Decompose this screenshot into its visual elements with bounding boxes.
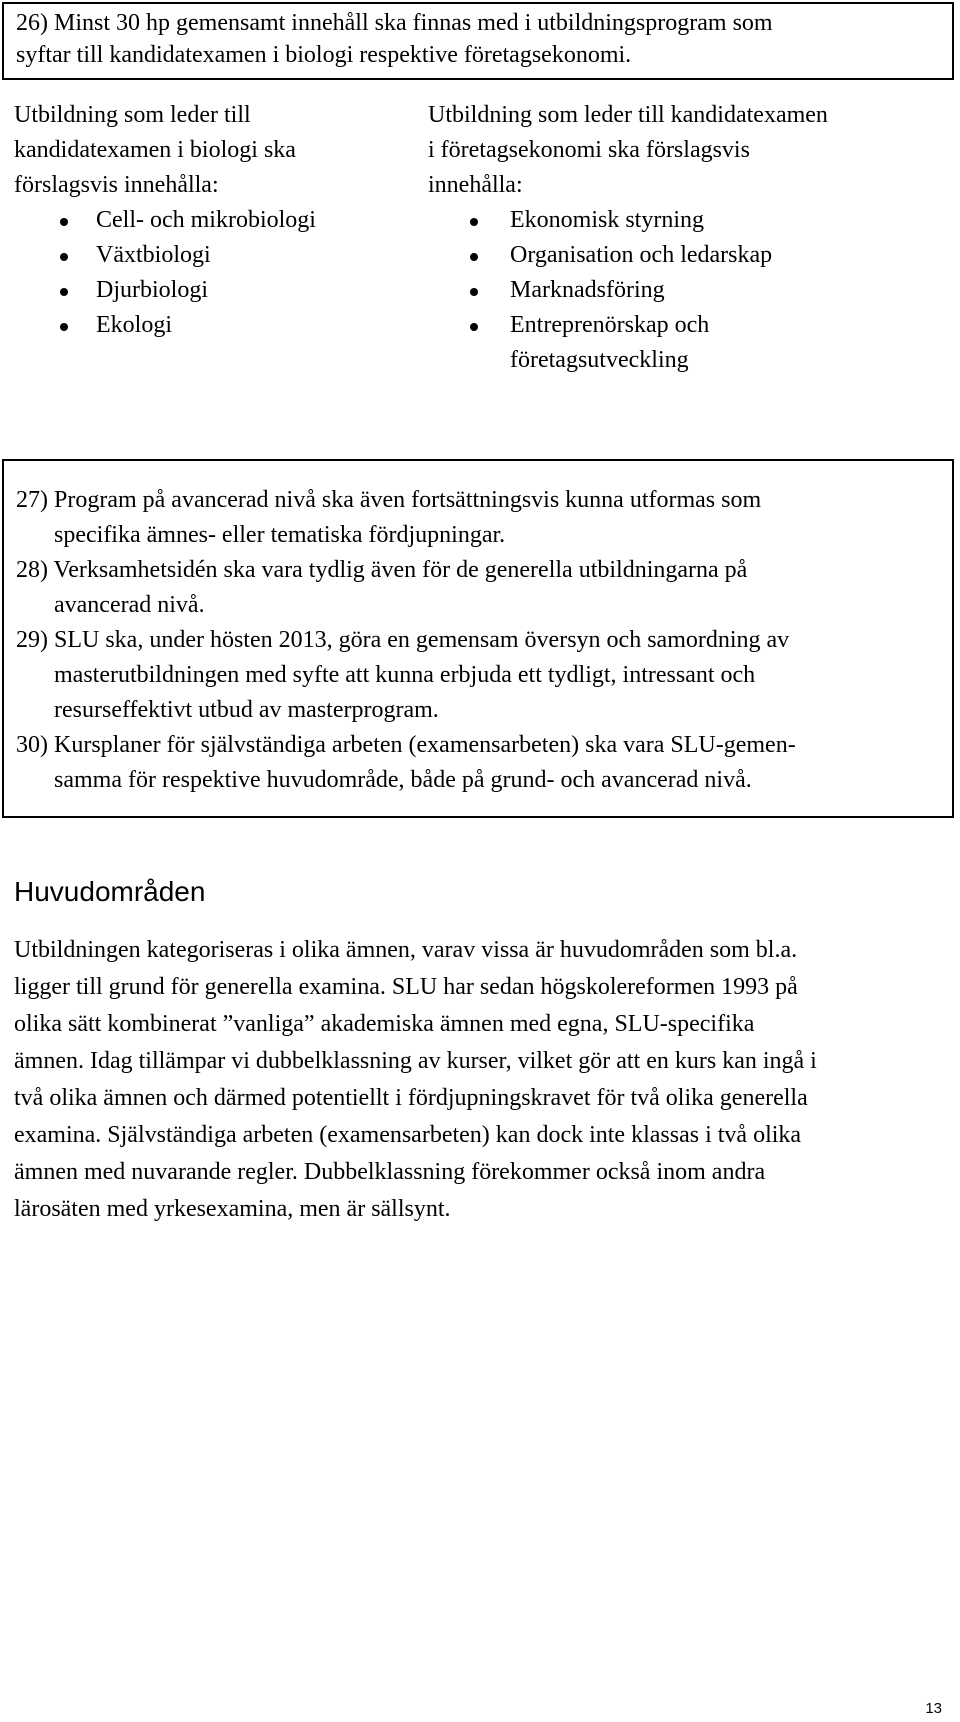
biology-column: [14, 102, 434, 362]
paragraph-line: ligger till grund för generella examina. SLU har sedan högskolereformen 1993 på: [14, 974, 798, 1000]
item-29-line: resurseffektivt utbud av masterprogram.: [54, 697, 439, 723]
paragraph-line: ämnen. Idag tillämpar vi dubbelklassning av kurser, vilket gör att en kurs kan ingå i: [14, 1048, 817, 1074]
bullet-icon: [470, 218, 478, 226]
biology-intro-line: Utbildning som leder till: [14, 102, 251, 128]
section-heading: Huvudområden: [14, 876, 206, 907]
items-27-30-box: [2, 459, 954, 818]
business-column: [428, 102, 948, 402]
business-item: Entreprenörskap och: [510, 312, 710, 338]
item-28-line: 28) Verksamhetsidén ska vara tydlig även för de generella utbildningarna på: [16, 557, 748, 583]
paragraph-line: examina. Självständiga arbeten (examensarbeten) kan dock inte klassas i två olika: [14, 1122, 802, 1148]
paragraph-line: Utbildningen kategoriseras i olika ämnen, varav vissa är huvudområden som bl.a.: [14, 937, 798, 963]
biology-item: Växtbiologi: [96, 242, 211, 268]
business-item: Marknadsföring: [510, 277, 665, 303]
item-30-line: samma för respektive huvudområde, både på grund- och avancerad nivå.: [54, 767, 752, 793]
bullet-icon: [60, 218, 68, 226]
item-26-line: syftar till kandidatexamen i biologi respektive företagsekonomi.: [16, 42, 632, 68]
business-item: Ekonomisk styrning: [510, 207, 705, 233]
business-intro-line: innehålla:: [428, 172, 523, 198]
paragraph-line: ämnen med nuvarande regler. Dubbelklassning förekommer också inom andra: [14, 1159, 766, 1185]
item-30-line: 30) Kursplaner för självständiga arbeten (examensarbeten) ska vara SLU-gemen-: [16, 732, 796, 758]
bullet-icon: [60, 288, 68, 296]
item-28-line: avancerad nivå.: [54, 592, 205, 618]
biology-item: Ekologi: [96, 312, 172, 338]
bullet-icon: [470, 253, 478, 261]
business-item: Organisation och ledarskap: [510, 242, 773, 268]
biology-item: Cell- och mikrobiologi: [96, 207, 316, 233]
bullet-icon: [60, 253, 68, 261]
business-intro-line: i företagsekonomi ska förslagsvis: [428, 137, 750, 163]
biology-item: Djurbiologi: [96, 277, 208, 303]
item-26-line: 26) Minst 30 hp gemensamt innehåll ska finnas med i utbildningsprogram som: [16, 10, 773, 36]
item-29-line: masterutbildningen med syfte att kunna erbjuda ett tydligt, intressant och: [54, 662, 756, 688]
paragraph-line: lärosäten med yrkesexamina, men är sällsynt.: [14, 1196, 451, 1222]
item-27-line: specifika ämnes- eller tematiska fördjupningar.: [54, 522, 506, 548]
item-26-box: [2, 2, 954, 80]
page-number: 13: [925, 1700, 942, 1717]
biology-intro-line: förslagsvis innehålla:: [14, 172, 219, 198]
bullet-icon: [470, 323, 478, 331]
business-intro-line: Utbildning som leder till kandidatexamen: [428, 102, 828, 128]
biology-intro-line: kandidatexamen i biologi ska: [14, 137, 296, 163]
bullet-icon: [60, 323, 68, 331]
business-item-continuation: företagsutveckling: [510, 347, 689, 373]
item-27-line: 27) Program på avancerad nivå ska även fortsättningsvis kunna utformas som: [16, 487, 762, 513]
item-29-line: 29) SLU ska, under hösten 2013, göra en gemensam översyn och samordning av: [16, 627, 790, 653]
bullet-icon: [470, 288, 478, 296]
paragraph-line: två olika ämnen och därmed potentiellt i fördjupningskravet för två olika generella: [14, 1085, 808, 1111]
paragraph-line: olika sätt kombinerat ”vanliga” akademiska ämnen med egna, SLU-specifika: [14, 1011, 755, 1037]
